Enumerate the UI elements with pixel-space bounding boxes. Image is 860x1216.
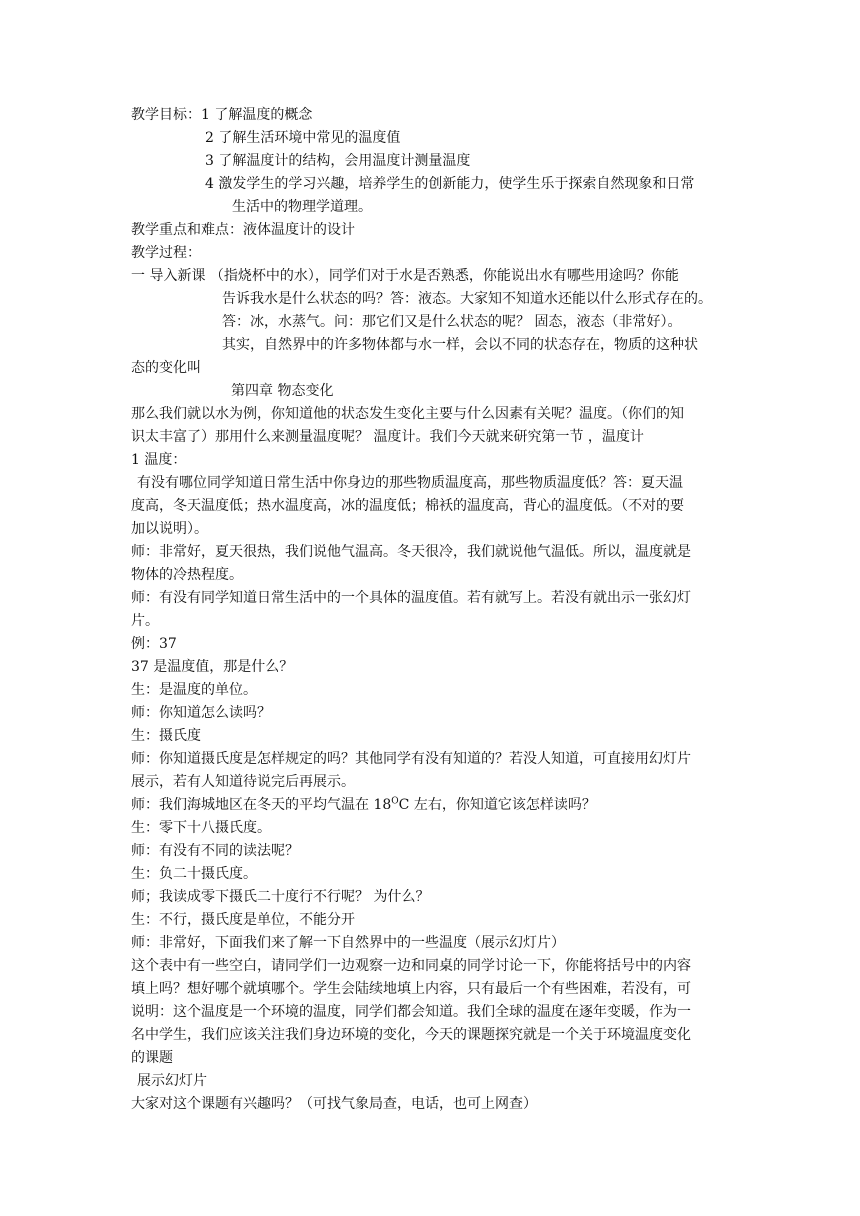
paragraph-2-line-3: 加以说明）。 (131, 521, 208, 537)
dialogue-q1: 37 是温度值，那是什么？ (131, 659, 294, 675)
section-1-heading: 1 温度： (131, 452, 187, 468)
paragraph-4-line-1: 师：有没有同学知道日常生活中的一个具体的温度值。若有就写上。若没有就出示一张幻灯 (131, 590, 691, 606)
dialogue-q4 (131, 794, 596, 817)
dialogue-a2: 生：摄氏度 (131, 728, 201, 744)
dialogue-a5: 生：负二十摄氏度。 (131, 866, 257, 882)
dialogue-q3-line-1: 师：你知道摄氏度是怎样规定的吗？其他同学有没有知道的？若没人知道，可直接用幻灯片 (131, 751, 691, 767)
dialogue-q4-text-1: 师：我们海城地区在冬天的平均气温在 18 (131, 797, 392, 813)
paragraph-5-line-2: 填上吗？想好哪个就填哪个。学生会陆续地填上内容，只有最后一个有些困难，若没有，可 (131, 981, 691, 997)
dialogue-t7: 师：非常好，下面我们来了解一下自然界中的一些温度（展示幻灯片） (131, 935, 565, 951)
chapter-title: 第四章 物态变化 (231, 383, 334, 399)
paragraph-5-line-1: 这个表中有一些空白，请同学们一边观察一边和同桌的同学讨论一下，你能将括号中的内容 (131, 958, 691, 974)
intro-line-1: 一 导入新课 （指烧杯中的水），同学们对于水是否熟悉，你能说出水有哪些用途吗？你能 (131, 268, 679, 284)
objective-2: 2 了解生活环境中常见的温度值 (205, 130, 401, 146)
intro-line-3: 答：冰，水蒸气。问：那它们又是什么状态的呢？ 固态，液态（非常好）。 (222, 314, 682, 330)
paragraph-4-line-2: 片。 (131, 613, 159, 629)
objective-4-line-1: 4 激发学生的学习兴趣，培养学生的创新能力，使学生乐于探索自然现象和日常 (205, 176, 695, 192)
closing-line: 大家对这个课题有兴趣吗？（可找气象局查，电话，也可上网查） (131, 1096, 537, 1112)
dialogue-q6: 师；我读成零下摄氏二十度行不行呢？ 为什么？ (131, 889, 430, 905)
paragraph-5-line-4: 名中学生，我们应该关注我们身边环境的变化，今天的课题探究就是一个关于环境温度变化 (131, 1027, 691, 1043)
dialogue-a1: 生：是温度的单位。 (131, 682, 257, 698)
slide-note: 展示幻灯片 (137, 1073, 207, 1089)
example-line: 例：37 (131, 636, 177, 652)
process-heading: 教学过程： (131, 245, 201, 261)
dialogue-q4-text-2: C 左右，你知道它该怎样读吗？ (398, 797, 596, 813)
intro-line-5: 态的变化叫 (131, 360, 201, 376)
objective-3: 3 了解温度计的结构，会用温度计测量温度 (205, 153, 471, 169)
dialogue-a6: 生：不行，摄氏度是单位，不能分开 (131, 912, 355, 928)
dialogue-q3-line-2: 展示，若有人知道待说完后再展示。 (131, 774, 355, 790)
objectives-heading: 教学目标：1 了解温度的概念 (131, 107, 313, 123)
dialogue-q2: 师：你知道怎么读吗？ (131, 705, 271, 721)
key-points: 教学重点和难点：液体温度计的设计 (131, 222, 355, 238)
paragraph-3-line-1: 师：非常好，夏天很热，我们说他气温高。冬天很冷，我们就说他气温低。所以，温度就是 (131, 544, 691, 560)
intro-line-2: 告诉我水是什么状态的吗？答：液态。大家知不知道水还能以什么形式存在的。 (222, 291, 712, 307)
paragraph-1-line-2: 识太丰富了）那用什么来测量温度呢？ 温度计。我们今天就来研究第一节 ，温度计 (131, 429, 644, 445)
paragraph-2-line-1: 有没有哪位同学知道日常生活中你身边的那些物质温度高，那些物质温度低？答：夏天温 (137, 475, 683, 491)
objective-4-line-2: 生活中的物理学道理。 (232, 199, 372, 215)
paragraph-2-line-2: 度高，冬天温度低；热水温度高，冰的温度低；棉袄的温度高，背心的温度低。（不对的要 (131, 498, 684, 514)
paragraph-5-line-3: 说明：这个温度是一个环境的温度，同学们都会知道。我们全球的温度在逐年变暖，作为一 (131, 1004, 691, 1020)
dialogue-a4: 生：零下十八摄氏度。 (131, 820, 271, 836)
intro-line-4: 其实，自然界中的许多物体都与水一样，会以不同的状态存在，物质的这种状 (222, 337, 698, 353)
dialogue-q5: 师：有没有不同的读法呢？ (131, 843, 299, 859)
paragraph-1-line-1: 那么我们就以水为例，你知道他的状态发生变化主要与什么因素有关呢？温度。（你们的知 (131, 406, 684, 422)
paragraph-3-line-2: 物体的冷热程度。 (131, 567, 243, 583)
paragraph-5-line-5: 的课题 (131, 1050, 173, 1066)
degree-superscript: O (391, 796, 399, 807)
